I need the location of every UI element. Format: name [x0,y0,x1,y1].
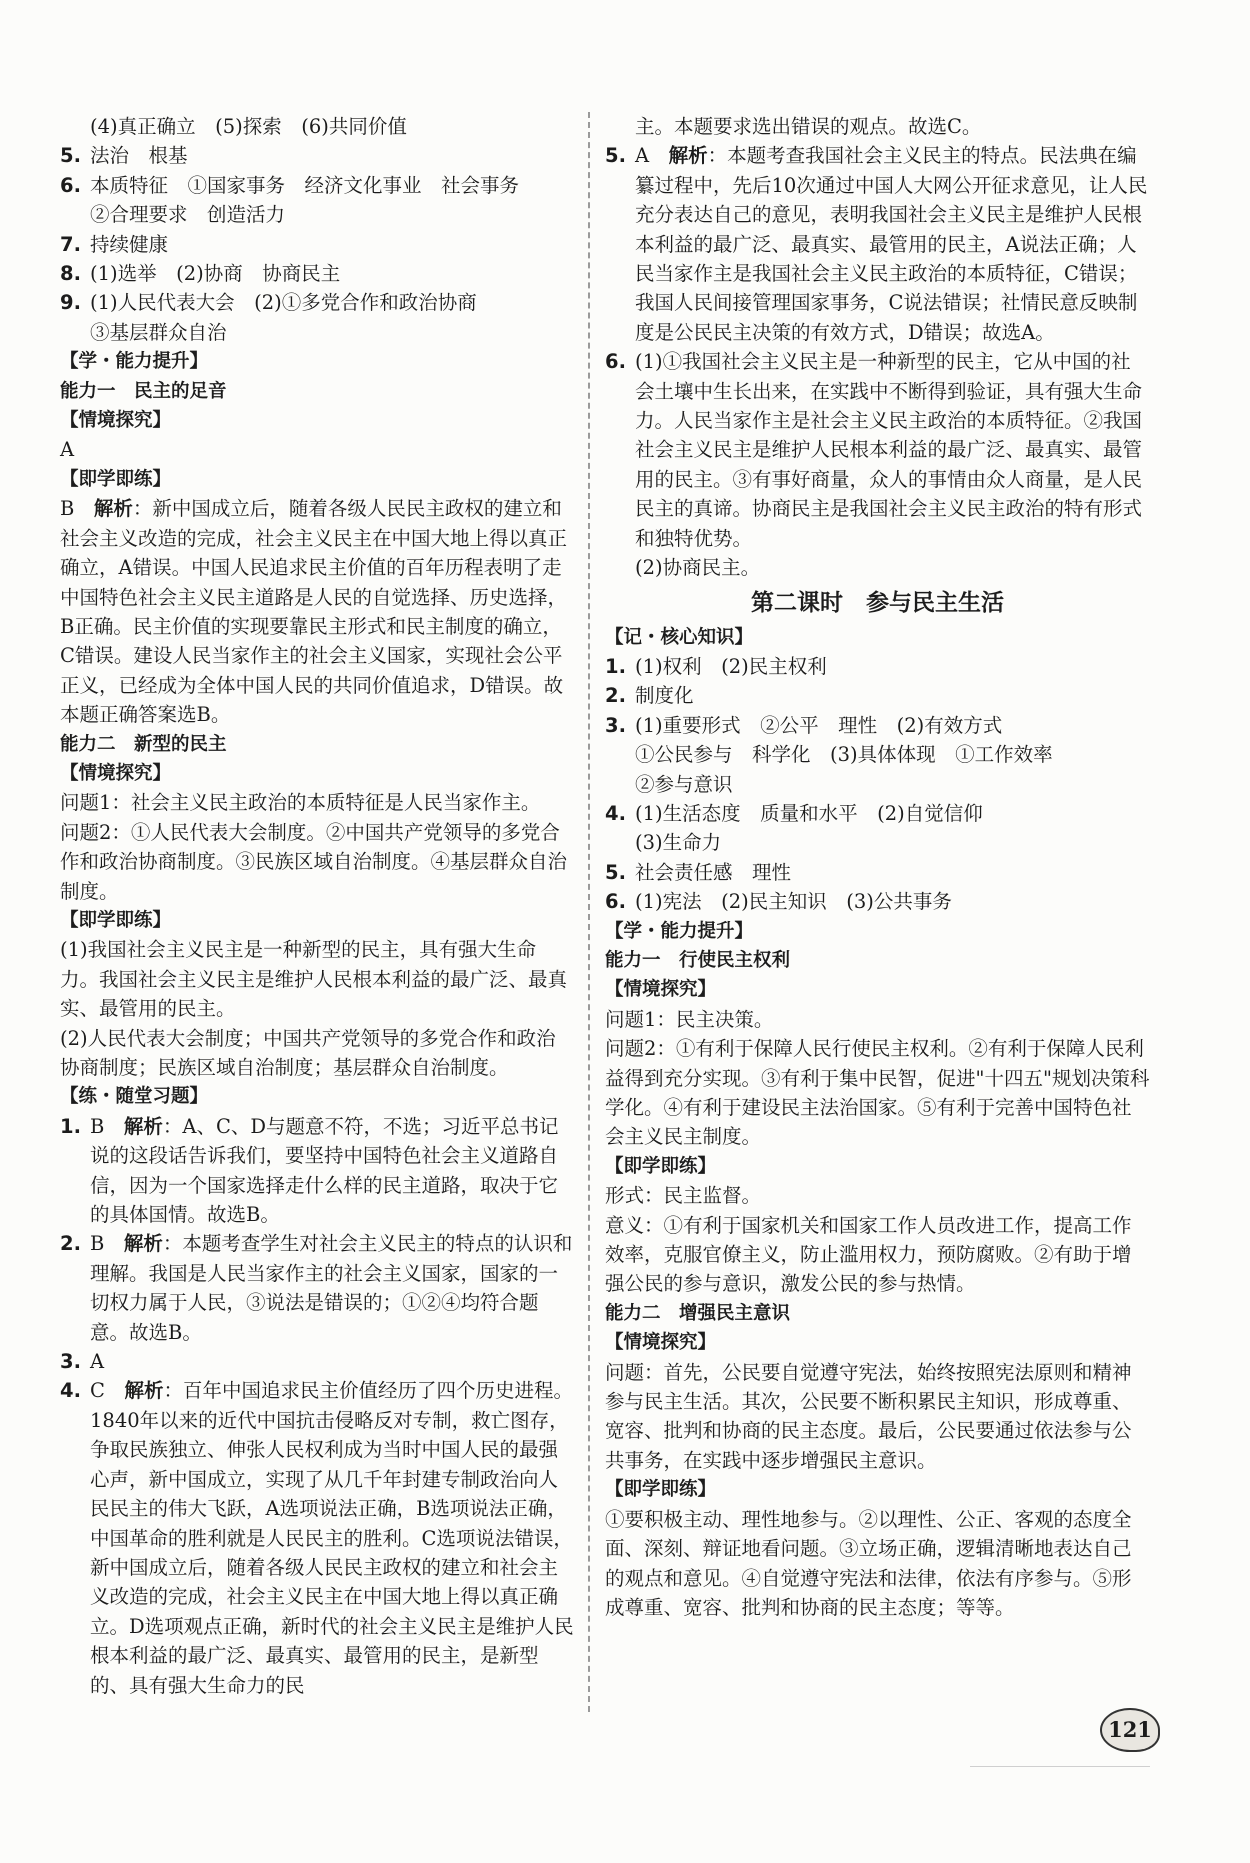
right-column [605,112,1150,1622]
answer-item: 1. (1)权利 (2)民主权利 [605,654,827,678]
answer-text: ①要积极主动、理性地参与。②以理性、公正、客观的态度全面、深刻、辩证地看问题。③立场正确，逻辑清晰地表达自己的观点和意见。④自觉遵守宪法和法律，依法有序参与。⑤形成尊重、宽容、批判和协商的民主态度；等等。 [605,1507,1132,1619]
answer-text: 问题：首先，公民要自觉遵守宪法，始终按照宪法原则和精神参与民主生活。其次，公民要不断积累民主知识，形成尊重、宽容、批判和协商的民主态度。最后，公民要通过依法参与公共事务，在实践中逐步增强民主意识。 [605,1360,1132,1472]
exercise-item: 6. (1)①我国社会主义民主是一种新型的民主，它从中国的社会土壤中生长出来，在实践中不断得到验证，具有强大生命力。人民当家作主是社会主义民主政治的本质特征。②我国社会主义民主是维护人民根本利益的最广泛、最真实、最管用的民主。③有事好商量，众人的事情由众人商量，是人民民主的真谛。协商民主是我国社会主义民主政治的特有形式和独特优势。 (2)协商民主。 [605,350,1143,580]
lesson-title: 第二课时 参与民主生活 [751,589,1004,616]
exercise-item: 4. C 解析：百年中国追求民主价值经历了四个历史进程。1840年以来的近代中国抗击侵略反对专制，救亡图存，争取民族独立、伸张人民权利成为当时中国人民的最强心声，新中国成立，实现了从几千年封建专制政治向人民民主的伟大飞跃，A选项说法正确，B选项说法正确，中国革命的胜利就是人民民主的胜利。C选项说法错误，新中国成立后，随着各级人民民主政权的建立和社会主义改造的完成，社会主义民主在中国大地上得以真正确立。D选项观点正确，新时代的社会主义民主是维护人民根本利益的最广泛、最真实、最管用的民主，是新型的、具有强大生命力的民 [60,1379,574,1697]
subsection-heading: 【情境探究】 [605,979,717,1001]
explanation: B 解析：新中国成立后，随着各级人民民主政权的建立和社会主义改造的完成，社会主义民主在中国大地上得以真正确立，A错误。中国人民追求民主价值的百年历程表明了走中国特色社会主义民主道路是人民的自觉选择、历史选择，B正确。民主价值的实现要靠民主形式和民主制度的确立，C错误。建设人民当家作主的社会主义国家，实现社会公平正义，已经成为全体中国人民的共同价值追求，D错误。故本题正确答案选B。 [60,497,568,727]
ability-heading: 能力二 新型的民主 [60,733,227,755]
answer-text: A [60,438,75,462]
answer-item: 2. 制度化 [605,684,694,708]
exercise-item: 1. B 解析：A、C、D与题意不符，不选；习近平总书记说的这段话告诉我们，要坚持中国特色社会主义道路自信，因为一个国家选择走什么样的民主道路，取决于它的具体国情。故选B。 [60,1114,559,1227]
answer-item: 6. 本质特征 ①国家事务 经济文化事业 社会事务 ②合理要求 创造活力 [60,173,520,227]
answer-text: 问题2：①有利于保障人民行使民主权利。②有利于保障人民利益得到充分实现。③有利于集中民智，促进"十四五"规划决策科学化。④有利于建设民主法治国家。⑤有利于完善中国特色社会主义民主制度。 [605,1037,1150,1149]
answer-text: (2)人民代表大会制度；中国共产党领导的多党合作和政治协商制度；民族区域自治制度；基层群众自治制度。 [60,1026,556,1079]
subsection-heading: 【即学即练】 [605,1479,717,1501]
section-heading: 【练・随堂习题】 [60,1086,209,1108]
answer-item: 3. (1)重要形式 ②公平 理性 (2)有效方式 ①公民参与 科学化 (3)具体体现 ①工作效率 ②参与意识 [605,713,1053,796]
page-number: 121 [1100,1708,1160,1752]
answer-text: 形式：民主监督。 [605,1184,762,1208]
subsection-heading: 【情境探究】 [60,410,172,432]
ability-heading: 能力一 民主的足音 [60,380,227,402]
answer-text: 主。本题要求选出错误的观点。故选C。 [635,115,982,138]
exercise-item: 5. A 解析：本题考查我国社会主义民主的特点。民法典在编纂过程中，先后10次通过中国人大网公开征求意见，让人民充分表达自己的意见，表明我国社会主义民主是维护人民根本利益的最广泛、最真实、最管用的民主，A说法正确；人民当家作主是我国社会主义民主政治的本质特征，C错误；我国人民间接管理国家事务，C说法错误；社情民意反映制度是公民民主决策的有效方式，D错误；故选A。 [605,144,1148,344]
section-heading: 【学・能力提升】 [605,920,754,942]
answer-text: 问题1：社会主义民主政治的本质特征是人民当家作主。 [60,791,541,815]
answer-text: 问题2：①人民代表大会制度。②中国共产党领导的多党合作和政治协商制度。③民族区域自治制度。④基层群众自治制度。 [60,820,568,903]
section-heading: 【学・能力提升】 [60,351,209,373]
column-divider [588,112,590,1712]
answer-text: 意义：①有利于国家机关和国家工作人员改进工作，提高工作效率，克服官僚主义，防止滥用权力，预防腐败。②有助于增强公民的参与意识，激发公民的参与热情。 [605,1213,1132,1296]
subsection-heading: 【即学即练】 [60,468,172,490]
answer-item: 8. (1)选举 (2)协商 协商民主 [60,262,341,286]
ability-heading: 能力二 增强民主意识 [605,1302,791,1324]
answer-text: 问题1：民主决策。 [605,1007,774,1031]
answer-line: (4)真正确立 (5)探索 (6)共同价值 [90,115,407,138]
ability-heading: 能力一 行使民主权利 [605,949,791,971]
answer-item: 7. 持续健康 [60,232,169,256]
left-column [60,112,575,1700]
answer-item: 9. (1)人民代表大会 (2)①多党合作和政治协商 ③基层群众自治 [60,291,477,344]
exercise-item: 3. A [60,1350,105,1374]
answer-text: (1)我国社会主义民主是一种新型的民主，具有强大生命力。我国社会主义民主是维护人民根本利益的最广泛、最真实、最管用的民主。 [60,938,568,1021]
subsection-heading: 【情境探究】 [605,1332,717,1354]
footer-rule [970,1766,1150,1767]
answer-item: 4. (1)生活态度 质量和水平 (2)自觉信仰 (3)生命力 [605,801,983,855]
section-heading: 【记・核心知识】 [605,626,754,648]
answer-item: 5. 法治 根基 [60,144,188,168]
exercise-item: 2. B 解析：本题考查学生对社会主义民主的特点的认识和理解。我国是人民当家作主的社会主义国家，国家的一切权力属于人民，③说法是错误的；①②④均符合题意。故选B。 [60,1232,573,1344]
subsection-heading: 【即学即练】 [60,909,172,931]
answer-item: 5. 社会责任感 理性 [605,860,792,884]
subsection-heading: 【情境探究】 [60,762,172,784]
answer-item: 6. (1)宪法 (2)民主知识 (3)公共事务 [605,890,952,914]
subsection-heading: 【即学即练】 [605,1155,717,1177]
